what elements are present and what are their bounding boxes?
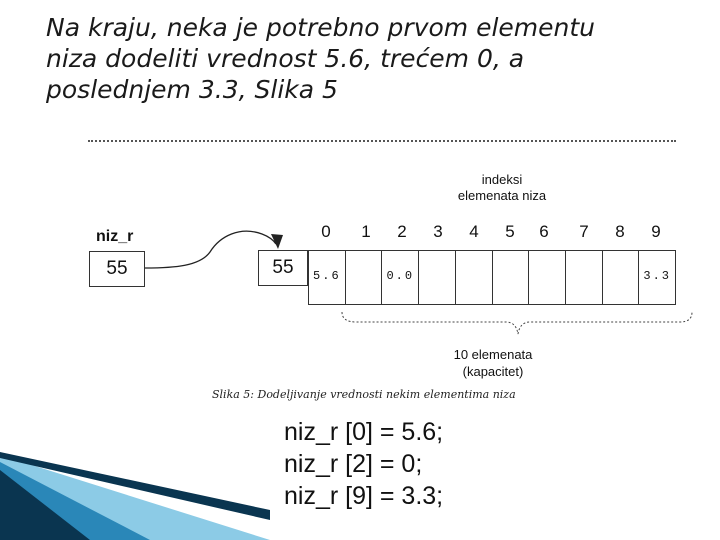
code-line: niz_r [0] = 5.6; (284, 418, 444, 446)
title-line: poslednjem 3.3, Slika 5 (46, 75, 338, 104)
array-address-box: 55 (258, 250, 308, 286)
index-label: 6 (539, 222, 549, 241)
index-header-line: elemenata niza (457, 188, 547, 203)
index-label: 2 (397, 222, 407, 241)
index-label: 5 (505, 222, 515, 241)
array-cell: 3.3 (643, 269, 671, 283)
array-cell: 5.6 (309, 251, 346, 304)
capacity-brace (342, 312, 692, 334)
capacity-label-line: 10 elemenata (453, 347, 533, 362)
title-line: Na kraju, neka je potrebno prvom elementu (46, 13, 596, 42)
capacity-label (418, 346, 568, 380)
capacity-label-line: (kapacitet) (462, 364, 524, 379)
index-label: 1 (361, 222, 371, 241)
figure-caption: Slika 5: Dodeljivanje vrednosti nekim elementima niza (212, 388, 516, 401)
reference-variable-box: 55 (89, 251, 145, 287)
index-label: 0 (321, 222, 331, 241)
index-label: 4 (469, 222, 479, 241)
code-line: niz_r [9] = 3.3; (284, 482, 444, 510)
array-cell: 0.0 (382, 251, 419, 304)
title-line: niza dodeliti vrednost 5.6, trećem 0, a (46, 44, 525, 73)
index-label: 8 (615, 222, 625, 241)
reference-arrow (145, 231, 276, 268)
index-label: 3 (433, 222, 443, 241)
code-line: niz_r [2] = 0; (284, 450, 423, 478)
variable-name-label: niz_r (96, 228, 134, 245)
index-label: 7 (579, 222, 589, 241)
index-label: 9 (651, 222, 661, 241)
index-header-line: indeksi (481, 172, 523, 187)
arrow-head (271, 234, 283, 249)
code-block (284, 416, 443, 512)
